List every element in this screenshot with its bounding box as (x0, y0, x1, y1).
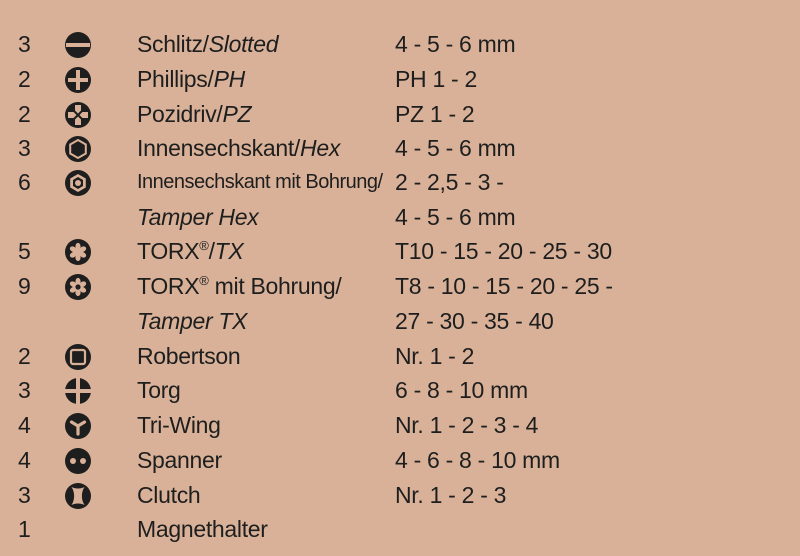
table-row-torq (0, 373, 800, 407)
bit-sizes: Nr. 1 - 2 - 3 (395, 482, 507, 508)
quantity: 3 (18, 482, 31, 508)
bit-sizes: 2 - 2,5 - 3 - (395, 169, 504, 195)
robertson-icon (63, 342, 93, 372)
table-row-slotted (0, 27, 800, 61)
quantity: 2 (18, 101, 31, 127)
quantity: 2 (18, 66, 31, 92)
bit-sizes: 4 - 5 - 6 mm (395, 204, 516, 230)
bit-sizes: T8 - 10 - 15 - 20 - 25 - (395, 273, 613, 299)
tamper-torx-icon (63, 272, 93, 302)
bit-type: Magnethalter (137, 516, 268, 542)
quantity: 3 (18, 377, 31, 403)
bit-type: Innensechskant/Hex (137, 135, 341, 161)
bit-sizes: 4 - 5 - 6 mm (395, 31, 516, 57)
bit-type: TORX®/TX (137, 238, 244, 264)
bit-type: Robertson (137, 343, 241, 369)
hex-icon (63, 134, 93, 164)
bit-sizes: Nr. 1 - 2 (395, 343, 475, 369)
bit-type: Tri-Wing (137, 412, 221, 438)
quantity: 9 (18, 273, 31, 299)
quantity: 3 (18, 31, 31, 57)
table-row-tamper-torx (0, 269, 800, 303)
quantity: 4 (18, 412, 31, 438)
bit-type: Phillips/PH (137, 66, 245, 92)
table-row-torx (0, 234, 800, 268)
tamper-hex-icon (63, 168, 93, 198)
tri-wing-icon (63, 411, 93, 441)
table-row-magnethalter (0, 512, 800, 546)
slotted-icon (63, 30, 93, 60)
table-row-hex (0, 131, 800, 165)
bit-sizes: 27 - 30 - 35 - 40 (395, 308, 554, 334)
quantity: 6 (18, 169, 31, 195)
clutch-icon (63, 481, 93, 511)
bit-type: Pozidriv/PZ (137, 101, 252, 127)
quantity: 1 (18, 516, 31, 542)
bit-type: Spanner (137, 447, 222, 473)
bit-type: Tamper TX (137, 308, 248, 334)
table-row-clutch (0, 478, 800, 512)
bit-type: TORX® mit Bohrung/ (137, 273, 342, 299)
torq-icon (63, 376, 93, 406)
bit-sizes: PH 1 - 2 (395, 66, 477, 92)
bit-sizes: 4 - 5 - 6 mm (395, 135, 516, 161)
table-row-robertson (0, 339, 800, 373)
quantity: 3 (18, 135, 31, 161)
table-row-tamper-hex (0, 165, 800, 199)
phillips-icon (63, 65, 93, 95)
bit-type: Torg (137, 377, 181, 403)
quantity: 4 (18, 447, 31, 473)
bit-type: Clutch (137, 482, 201, 508)
bit-type: Schlitz/Slotted (137, 31, 279, 57)
table-row-tamper-torx-continued (0, 304, 800, 338)
table-row-spanner (0, 443, 800, 477)
spanner-icon (63, 446, 93, 476)
table-row-tamper-hex-continued (0, 200, 800, 234)
table-row-tri-wing (0, 408, 800, 442)
bit-sizes: T10 - 15 - 20 - 25 - 30 (395, 238, 612, 264)
bit-type: Tamper Hex (137, 204, 259, 230)
table-row-phillips (0, 62, 800, 96)
quantity: 5 (18, 238, 31, 264)
quantity: 2 (18, 343, 31, 369)
bit-type: Innensechskant mit Bohrung/ (137, 171, 383, 193)
torx-icon (63, 237, 93, 267)
bit-sizes: PZ 1 - 2 (395, 101, 475, 127)
bit-sizes: Nr. 1 - 2 - 3 - 4 (395, 412, 539, 438)
bit-sizes: 6 - 8 - 10 mm (395, 377, 528, 403)
pozidriv-icon (63, 100, 93, 130)
bit-sizes: 4 - 6 - 8 - 10 mm (395, 447, 560, 473)
table-row-pozidriv (0, 97, 800, 131)
